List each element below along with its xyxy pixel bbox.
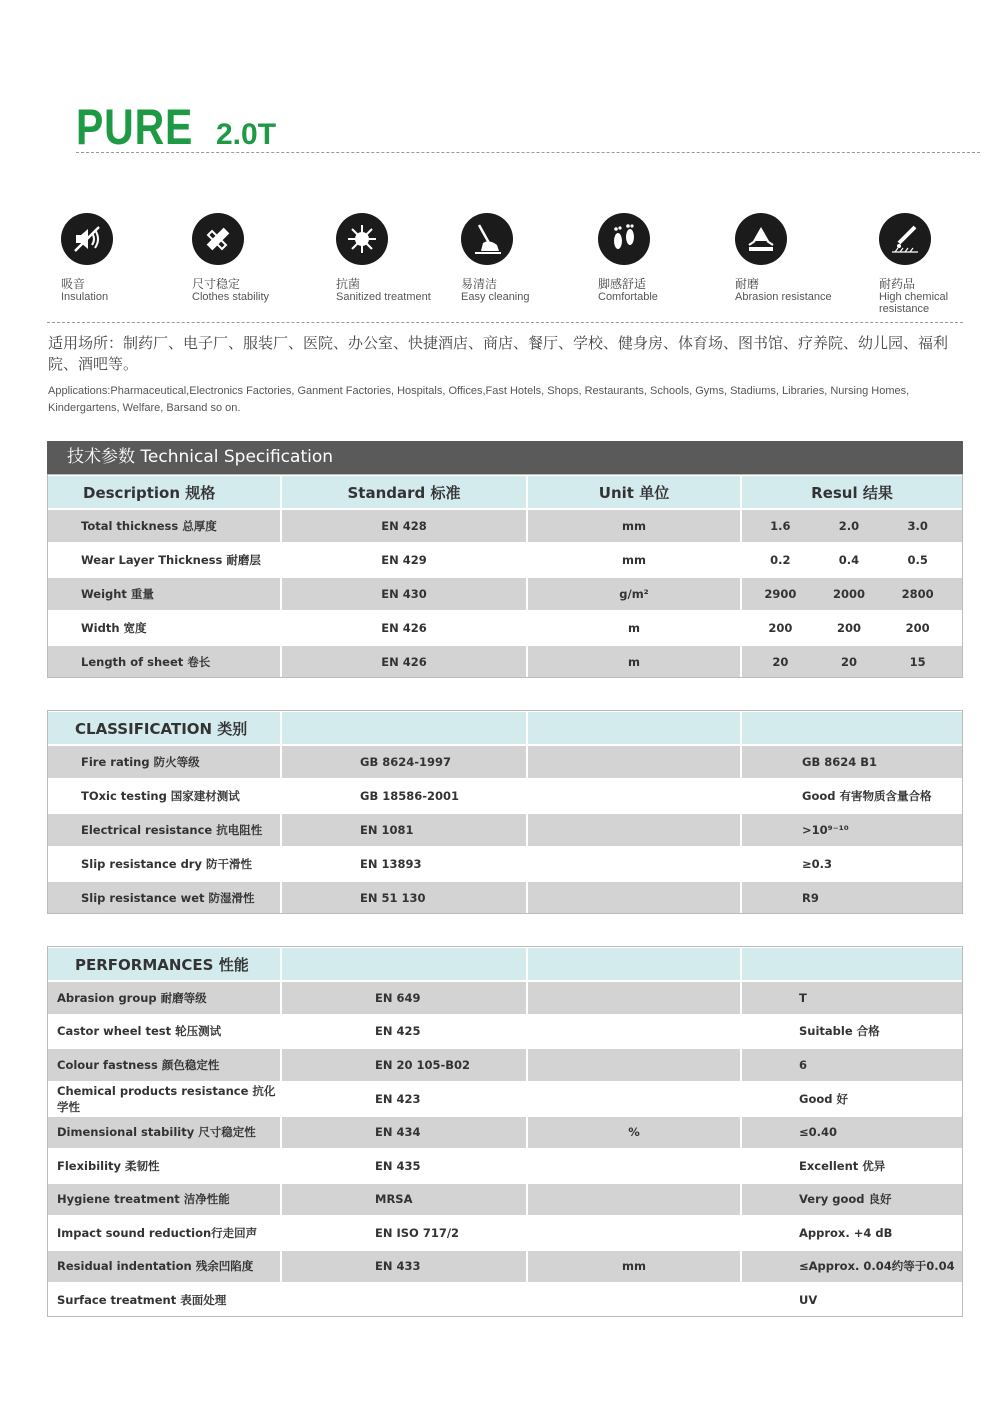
table-row xyxy=(47,1283,963,1317)
table-row xyxy=(47,745,963,779)
result-value: 0.4 xyxy=(838,553,860,567)
cell-description: Colour fastness 颜色稳定性 xyxy=(47,1048,281,1082)
classification-title: CLASSIFICATION 类别 xyxy=(47,711,281,745)
header-description: Description 规格 xyxy=(47,475,281,509)
cell-result: ≤Approx. 0.04约等于0.04 xyxy=(741,1250,963,1284)
cell-result: ≤0.40 xyxy=(741,1116,963,1150)
cell-description: Weight 重量 xyxy=(47,577,281,611)
cell-standard: EN 426 xyxy=(281,645,527,679)
feature-icons xyxy=(0,213,1000,323)
cell-result: UV xyxy=(741,1283,963,1317)
header-unit: Unit 单位 xyxy=(527,475,741,509)
cell-unit xyxy=(527,1082,741,1116)
performances-body xyxy=(47,980,964,1318)
result-value: 20 xyxy=(772,655,789,669)
table-row xyxy=(47,1149,963,1183)
result-value: 2800 xyxy=(901,587,934,601)
result-value: 200 xyxy=(905,621,930,635)
tech-spec-title: 技术参数 Technical Specification xyxy=(47,441,963,474)
cell-description: Width 宽度 xyxy=(47,611,281,645)
cell-standard: EN 425 xyxy=(281,1015,527,1049)
result-value: 0.2 xyxy=(770,553,791,567)
cell-description: Total thickness 总厚度 xyxy=(47,509,281,543)
table-row xyxy=(47,847,963,881)
cell-description: Residual indentation 残余凹陷度 xyxy=(47,1250,281,1284)
cell-description: Dimensional stability 尺寸稳定性 xyxy=(47,1116,281,1150)
cell-unit: m xyxy=(527,645,741,679)
applications-en: Applications:Pharmaceutical,Electronics Factories, Ganment Factories, Hospitals, Offices,Fast Hotels, Shops, Restaurants, Schools, Gyms, Stadiums, Libraries, Nursing Homes, Kindergartens, Welfare, Barsand so on. xyxy=(48,385,910,414)
product-thickness: 2.0T xyxy=(216,118,277,151)
cell-standard: MRSA xyxy=(281,1183,527,1217)
result-value: 2000 xyxy=(832,587,865,601)
table-row xyxy=(47,1216,963,1250)
table-row xyxy=(47,577,963,611)
cell-standard xyxy=(281,1283,527,1317)
cell-unit xyxy=(527,1048,741,1082)
table-row xyxy=(47,611,963,645)
cell-standard: EN 423 xyxy=(281,1082,527,1116)
table-header-row xyxy=(47,947,963,981)
cell-standard: EN 20 105-B02 xyxy=(281,1048,527,1082)
cell-standard: EN 429 xyxy=(281,543,527,577)
cell-description: Wear Layer Thickness 耐磨层 xyxy=(47,543,281,577)
result-value: 20 xyxy=(840,655,857,669)
cell-description: TOxic testing 国家建材测试 xyxy=(47,779,281,813)
table-header-row xyxy=(47,475,963,509)
result-values xyxy=(742,553,962,567)
table-row xyxy=(47,1048,963,1082)
cell-standard: EN 433 xyxy=(281,1250,527,1284)
performances-title: PERFORMANCES 性能 xyxy=(47,947,281,981)
cell-result xyxy=(741,577,963,611)
cell-description: Castor wheel test 轮压测试 xyxy=(47,1015,281,1049)
footprint-icon xyxy=(598,213,650,265)
cell-standard: EN 13893 xyxy=(281,847,527,881)
result-value: 0.5 xyxy=(907,553,928,567)
feature-item: 耐药品 High chemical resistance xyxy=(879,213,959,315)
classification-table xyxy=(47,710,964,746)
table-row xyxy=(47,1116,963,1150)
table-row xyxy=(47,1082,963,1116)
cell-unit xyxy=(527,1216,741,1250)
table-row xyxy=(47,645,963,679)
abrasion-icon xyxy=(735,213,787,265)
feature-item: 耐磨 Abrasion resistance xyxy=(735,213,832,303)
product-name: PURE xyxy=(76,99,194,155)
cell-unit xyxy=(527,981,741,1015)
performances-table xyxy=(47,946,964,982)
cell-result xyxy=(741,611,963,645)
tech-spec-body xyxy=(47,508,964,680)
cell-standard: GB 18586-2001 xyxy=(281,779,527,813)
feature-item: 抗菌 Sanitized treatment xyxy=(336,213,431,303)
divider-top xyxy=(76,152,980,153)
ruler-pencil-icon xyxy=(192,213,244,265)
cell-standard: EN 51 130 xyxy=(281,881,527,915)
table-header-row xyxy=(47,711,963,745)
cell-result xyxy=(741,509,963,543)
cell-unit xyxy=(527,847,741,881)
result-value: 1.6 xyxy=(770,519,791,533)
cell-standard: EN 649 xyxy=(281,981,527,1015)
cell-unit xyxy=(527,881,741,915)
table-row xyxy=(47,543,963,577)
cell-standard: EN 1081 xyxy=(281,813,527,847)
cell-unit xyxy=(527,779,741,813)
cell-result: Approx. +4 dB xyxy=(741,1216,963,1250)
cell-description: Slip resistance dry 防干滑性 xyxy=(47,847,281,881)
cell-unit: m xyxy=(527,611,741,645)
result-values xyxy=(742,587,962,601)
cell-result: R9 xyxy=(741,881,963,915)
cell-description: Surface treatment 表面处理 xyxy=(47,1283,281,1317)
cell-description: Fire rating 防火等级 xyxy=(47,745,281,779)
cell-result: T xyxy=(741,981,963,1015)
cell-result: GB 8624 B1 xyxy=(741,745,963,779)
chemical-icon xyxy=(879,213,931,265)
cell-unit: % xyxy=(527,1116,741,1150)
table-row xyxy=(47,1183,963,1217)
result-values xyxy=(742,655,962,669)
cell-description: Abrasion group 耐磨等级 xyxy=(47,981,281,1015)
cell-standard: GB 8624-1997 xyxy=(281,745,527,779)
cell-description: Impact sound reduction行走回声 xyxy=(47,1216,281,1250)
result-value: 15 xyxy=(909,655,926,669)
cell-result: Excellent 优异 xyxy=(741,1149,963,1183)
result-values xyxy=(742,519,962,533)
table-row xyxy=(47,1250,963,1284)
cell-unit xyxy=(527,745,741,779)
cell-unit: mm xyxy=(527,1250,741,1284)
cell-unit xyxy=(527,1149,741,1183)
sound-absorb-icon xyxy=(61,213,113,265)
cell-result: Suitable 合格 xyxy=(741,1015,963,1049)
cell-standard: EN 434 xyxy=(281,1116,527,1150)
cell-result: >10⁹⁻¹⁰ xyxy=(741,813,963,847)
cell-unit xyxy=(527,1015,741,1049)
cell-unit xyxy=(527,813,741,847)
feature-item: 脚感舒适 Comfortable xyxy=(598,213,658,303)
cell-unit: mm xyxy=(527,543,741,577)
cell-result xyxy=(741,645,963,679)
cell-unit: g/m² xyxy=(527,577,741,611)
table-row xyxy=(47,509,963,543)
result-value: 2.0 xyxy=(838,519,860,533)
cell-description: Electrical resistance 抗电阻性 xyxy=(47,813,281,847)
page-title xyxy=(76,98,276,156)
classification-body xyxy=(47,744,964,916)
applications-cn: 适用场所：制药厂、电子厂、服装厂、医院、办公室、快捷酒店、商店、餐厅、学校、健身房、体育场、图书馆、疗养院、幼儿园、福利院、酒吧等。 xyxy=(48,334,949,373)
cell-unit xyxy=(527,1283,741,1317)
table-row xyxy=(47,981,963,1015)
cell-result: Good 有害物质含量合格 xyxy=(741,779,963,813)
cell-standard: EN 430 xyxy=(281,577,527,611)
table-row xyxy=(47,1015,963,1049)
table-row xyxy=(47,779,963,813)
cell-result xyxy=(741,543,963,577)
antibacterial-icon xyxy=(336,213,388,265)
result-value: 3.0 xyxy=(907,519,928,533)
feature-item: 吸音 Insulation xyxy=(61,213,113,303)
result-values xyxy=(742,621,962,635)
cell-description: Slip resistance wet 防湿滑性 xyxy=(47,881,281,915)
cell-standard: EN ISO 717/2 xyxy=(281,1216,527,1250)
cell-standard: EN 435 xyxy=(281,1149,527,1183)
cell-unit xyxy=(527,1183,741,1217)
cell-result: Very good 良好 xyxy=(741,1183,963,1217)
feature-item: 易清洁 Easy cleaning xyxy=(461,213,530,303)
cell-unit: mm xyxy=(527,509,741,543)
header-result: Resul 结果 xyxy=(741,475,963,509)
cell-result: ≥0.3 xyxy=(741,847,963,881)
cell-result: 6 xyxy=(741,1048,963,1082)
cell-standard: EN 426 xyxy=(281,611,527,645)
cell-description: Hygiene treatment 洁净性能 xyxy=(47,1183,281,1217)
result-value: 200 xyxy=(768,621,793,635)
cell-result: Good 好 xyxy=(741,1082,963,1116)
cell-description: Length of sheet 卷长 xyxy=(47,645,281,679)
header-standard: Standard 标准 xyxy=(281,475,527,509)
table-row xyxy=(47,881,963,915)
feature-item: 尺寸稳定 Clothes stability xyxy=(192,213,269,303)
tech-spec-table xyxy=(47,474,964,510)
mop-icon xyxy=(461,213,513,265)
cell-standard: EN 428 xyxy=(281,509,527,543)
result-value: 200 xyxy=(836,621,861,635)
cell-description: Chemical products resistance 抗化学性 xyxy=(47,1082,281,1116)
divider-icons xyxy=(47,322,963,323)
cell-description: Flexibility 柔韧性 xyxy=(47,1149,281,1183)
table-row xyxy=(47,813,963,847)
result-value: 2900 xyxy=(764,587,797,601)
